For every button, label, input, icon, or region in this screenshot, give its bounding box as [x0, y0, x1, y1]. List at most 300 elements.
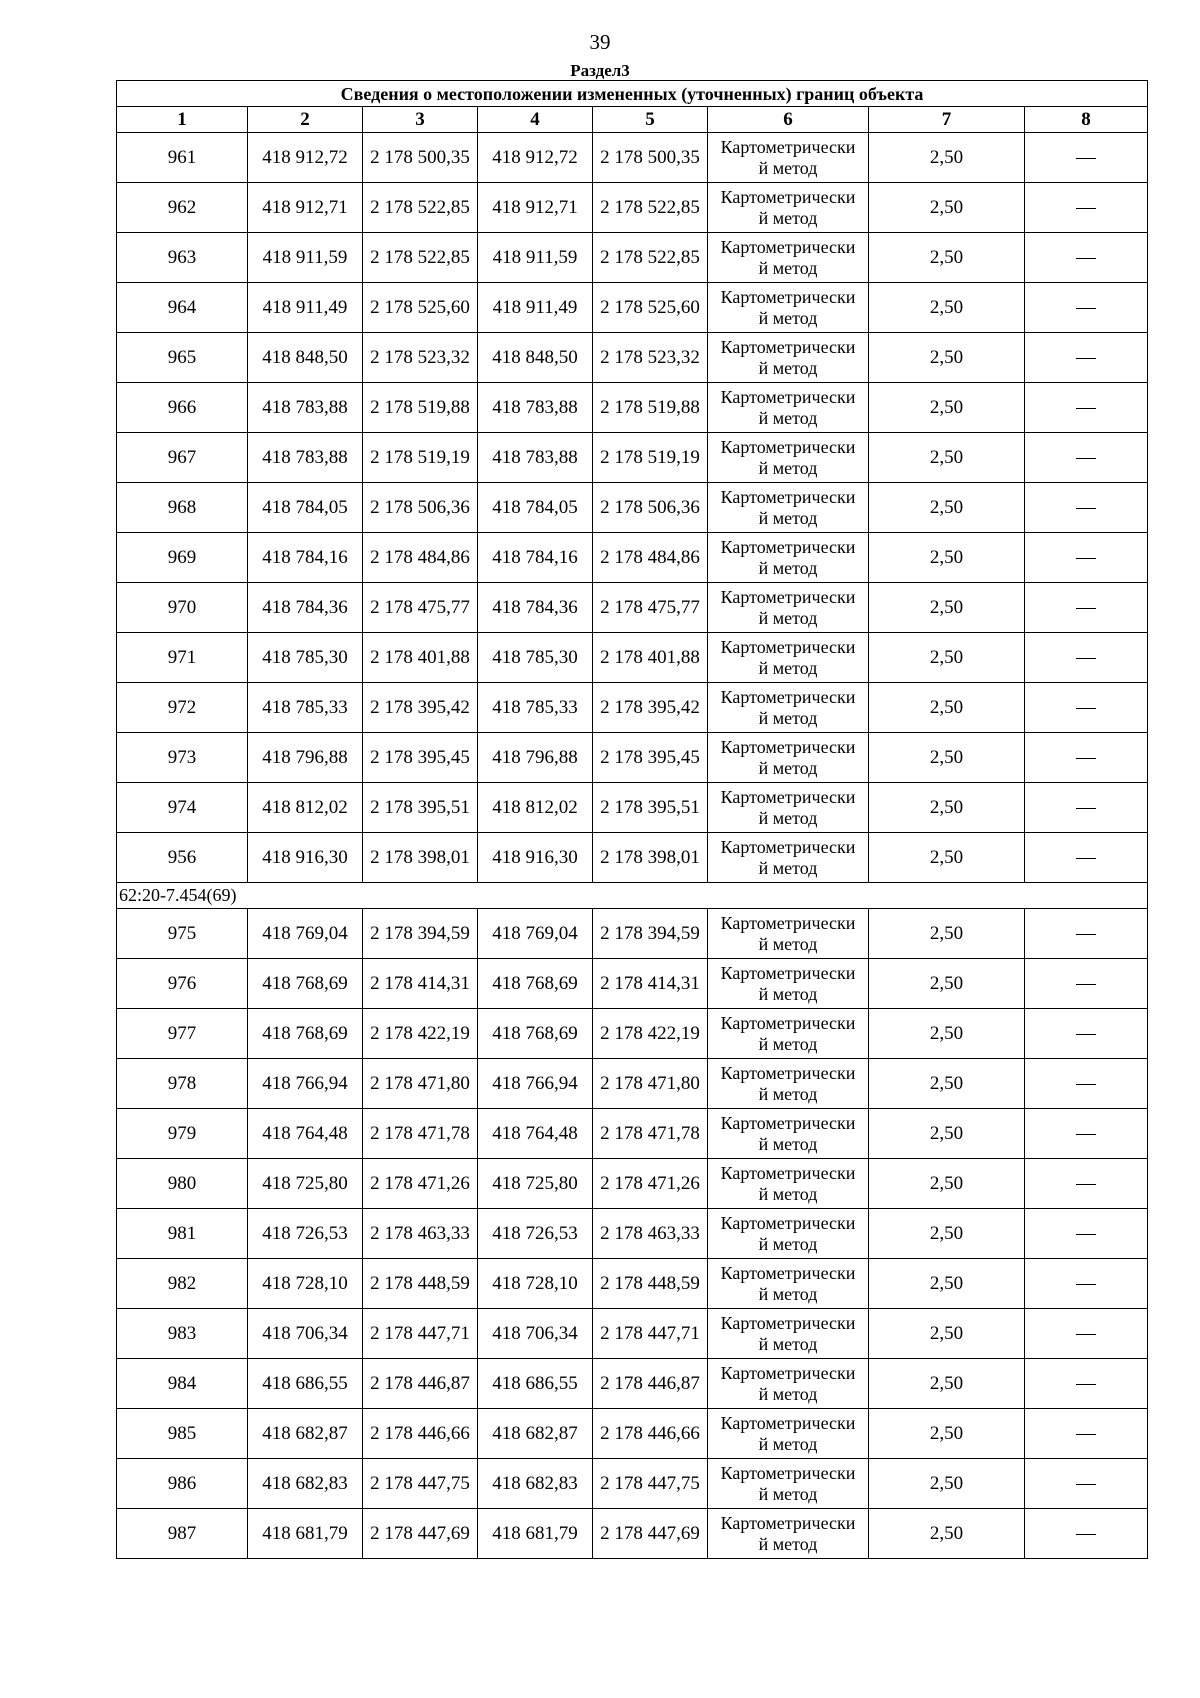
point-number-cell: 976 [117, 959, 248, 1009]
dash-mark [1076, 1434, 1096, 1435]
description-cell [1025, 1009, 1148, 1059]
precision-cell: 2,50 [869, 633, 1025, 683]
method-text-line: Картометрически [720, 1262, 856, 1283]
precision-cell: 2,50 [869, 1109, 1025, 1159]
y-coordinate-cell: 2 178 447,75 [593, 1459, 708, 1509]
dash-mark [1076, 208, 1096, 209]
dash-mark [1076, 708, 1096, 709]
y-coordinate-cell: 2 178 446,87 [593, 1359, 708, 1409]
y-coordinate-cell: 2 178 525,60 [593, 283, 708, 333]
method-text-line: й метод [758, 1333, 818, 1354]
dash-mark [1076, 458, 1096, 459]
x-coordinate-cell: 418 848,50 [248, 333, 363, 383]
dash-mark [1076, 984, 1096, 985]
point-number-cell: 966 [117, 383, 248, 433]
description-cell [1025, 959, 1148, 1009]
dash-mark [1076, 1034, 1096, 1035]
y-coordinate-cell: 2 178 519,19 [363, 433, 478, 483]
x-coordinate-cell: 418 764,48 [248, 1109, 363, 1159]
method-cell [708, 1209, 869, 1259]
table-body-group-a [117, 133, 1148, 883]
method-text-line: Картометрически [720, 1362, 856, 1383]
description-cell [1025, 383, 1148, 433]
y-coordinate-cell: 2 178 522,85 [593, 183, 708, 233]
method-cell [708, 1009, 869, 1059]
dash-mark [1076, 858, 1096, 859]
method-cell [708, 633, 869, 683]
section-label: Раздел3 [570, 61, 630, 80]
method-cell [708, 683, 869, 733]
table-row [117, 1009, 1148, 1059]
description-cell [1025, 1159, 1148, 1209]
method-text-line: й метод [758, 207, 818, 228]
x-coordinate-cell: 418 911,59 [248, 233, 363, 283]
x-coordinate-cell: 418 916,30 [248, 833, 363, 883]
group-subheader-row [117, 883, 1148, 909]
method-text-line: Картометрически [720, 1212, 856, 1233]
method-text-line: й метод [758, 933, 818, 954]
precision-cell: 2,50 [869, 683, 1025, 733]
method-cell [708, 1259, 869, 1309]
x-coordinate-cell: 418 812,02 [248, 783, 363, 833]
y-coordinate-cell: 2 178 471,78 [593, 1109, 708, 1159]
description-cell [1025, 333, 1148, 383]
precision-cell: 2,50 [869, 583, 1025, 633]
point-number-cell: 956 [117, 833, 248, 883]
y-coordinate-cell: 2 178 475,77 [593, 583, 708, 633]
x-coordinate-cell: 418 812,02 [478, 783, 593, 833]
method-text-line: Картометрически [720, 1162, 856, 1183]
x-coordinate-cell: 418 682,87 [248, 1409, 363, 1459]
y-coordinate-cell: 2 178 522,85 [593, 233, 708, 283]
x-coordinate-cell: 418 796,88 [478, 733, 593, 783]
y-coordinate-cell: 2 178 395,51 [363, 783, 478, 833]
y-coordinate-cell: 2 178 448,59 [593, 1259, 708, 1309]
dash-mark [1076, 1234, 1096, 1235]
point-number-cell: 986 [117, 1459, 248, 1509]
x-coordinate-cell: 418 725,80 [248, 1159, 363, 1209]
x-coordinate-cell: 418 784,36 [248, 583, 363, 633]
y-coordinate-cell: 2 178 447,75 [363, 1459, 478, 1509]
x-coordinate-cell: 418 911,49 [248, 283, 363, 333]
column-number: 3 [363, 107, 478, 133]
method-cell [708, 733, 869, 783]
x-coordinate-cell: 418 912,71 [248, 183, 363, 233]
x-coordinate-cell: 418 682,83 [248, 1459, 363, 1509]
column-number: 6 [708, 107, 869, 133]
y-coordinate-cell: 2 178 463,33 [363, 1209, 478, 1259]
x-coordinate-cell: 418 728,10 [248, 1259, 363, 1309]
x-coordinate-cell: 418 848,50 [478, 333, 593, 383]
y-coordinate-cell: 2 178 422,19 [593, 1009, 708, 1059]
point-number-cell: 962 [117, 183, 248, 233]
y-coordinate-cell: 2 178 394,59 [363, 909, 478, 959]
description-cell [1025, 1509, 1148, 1559]
description-cell [1025, 583, 1148, 633]
precision-cell: 2,50 [869, 833, 1025, 883]
x-coordinate-cell: 418 783,88 [248, 433, 363, 483]
method-cell [708, 1159, 869, 1209]
precision-cell: 2,50 [869, 1009, 1025, 1059]
method-text-line: Картометрически [720, 536, 856, 557]
method-text-line: Картометрически [720, 1312, 856, 1333]
description-cell [1025, 233, 1148, 283]
x-coordinate-cell: 418 783,88 [478, 383, 593, 433]
y-coordinate-cell: 2 178 522,85 [363, 233, 478, 283]
precision-cell: 2,50 [869, 1309, 1025, 1359]
y-coordinate-cell: 2 178 519,88 [363, 383, 478, 433]
precision-cell: 2,50 [869, 333, 1025, 383]
method-cell [708, 533, 869, 583]
y-coordinate-cell: 2 178 401,88 [363, 633, 478, 683]
point-number-cell: 968 [117, 483, 248, 533]
x-coordinate-cell: 418 911,49 [478, 283, 593, 333]
method-cell [708, 183, 869, 233]
column-number: 2 [248, 107, 363, 133]
method-text-line: й метод [758, 1283, 818, 1304]
method-text-line: Картометрически [720, 1112, 856, 1133]
precision-cell: 2,50 [869, 959, 1025, 1009]
table-row [117, 383, 1148, 433]
table-row [117, 1259, 1148, 1309]
y-coordinate-cell: 2 178 471,78 [363, 1109, 478, 1159]
method-text-line: й метод [758, 1033, 818, 1054]
x-coordinate-cell: 418 768,69 [478, 959, 593, 1009]
table-row [117, 1109, 1148, 1159]
method-text-line: Картометрически [720, 286, 856, 307]
method-text-line: Картометрически [720, 1512, 856, 1533]
y-coordinate-cell: 2 178 519,19 [593, 433, 708, 483]
y-coordinate-cell: 2 178 448,59 [363, 1259, 478, 1309]
method-cell [708, 283, 869, 333]
method-cell [708, 133, 869, 183]
table-body-group-b [117, 909, 1148, 1559]
x-coordinate-cell: 418 682,83 [478, 1459, 593, 1509]
x-coordinate-cell: 418 768,69 [478, 1009, 593, 1059]
y-coordinate-cell: 2 178 394,59 [593, 909, 708, 959]
method-text-line: й метод [758, 257, 818, 278]
point-number-cell: 978 [117, 1059, 248, 1109]
method-cell [708, 333, 869, 383]
y-coordinate-cell: 2 178 446,66 [363, 1409, 478, 1459]
y-coordinate-cell: 2 178 471,26 [363, 1159, 478, 1209]
point-number-cell: 983 [117, 1309, 248, 1359]
table-subheader-group [117, 883, 1148, 909]
x-coordinate-cell: 418 726,53 [478, 1209, 593, 1259]
x-coordinate-cell: 418 706,34 [478, 1309, 593, 1359]
table-row [117, 433, 1148, 483]
description-cell [1025, 909, 1148, 959]
table-row [117, 583, 1148, 633]
x-coordinate-cell: 418 768,69 [248, 959, 363, 1009]
table-row [117, 633, 1148, 683]
x-coordinate-cell: 418 784,36 [478, 583, 593, 633]
method-text-line: Картометрически [720, 186, 856, 207]
y-coordinate-cell: 2 178 422,19 [363, 1009, 478, 1059]
table-row [117, 1359, 1148, 1409]
precision-cell: 2,50 [869, 1409, 1025, 1459]
method-text-line: й метод [758, 557, 818, 578]
column-number: 7 [869, 107, 1025, 133]
point-number-cell: 973 [117, 733, 248, 783]
description-cell [1025, 733, 1148, 783]
y-coordinate-cell: 2 178 523,32 [593, 333, 708, 383]
point-number-cell: 985 [117, 1409, 248, 1459]
y-coordinate-cell: 2 178 395,42 [593, 683, 708, 733]
table-title: Сведения о местоположении измененных (уточненных) границ объекта [117, 81, 1148, 107]
table-row [117, 1059, 1148, 1109]
dash-mark [1076, 1284, 1096, 1285]
method-cell [708, 1109, 869, 1159]
method-text-line: й метод [758, 807, 818, 828]
method-cell [708, 583, 869, 633]
precision-cell: 2,50 [869, 233, 1025, 283]
x-coordinate-cell: 418 784,05 [248, 483, 363, 533]
table-row [117, 1459, 1148, 1509]
x-coordinate-cell: 418 911,59 [478, 233, 593, 283]
x-coordinate-cell: 418 784,16 [478, 533, 593, 583]
method-text-line: Картометрически [720, 686, 856, 707]
method-text-line: Картометрически [720, 386, 856, 407]
y-coordinate-cell: 2 178 398,01 [363, 833, 478, 883]
method-text-line: й метод [758, 983, 818, 1004]
method-text-line: Картометрически [720, 586, 856, 607]
x-coordinate-cell: 418 796,88 [248, 733, 363, 783]
point-number-cell: 961 [117, 133, 248, 183]
method-cell [708, 1359, 869, 1409]
dash-mark [1076, 508, 1096, 509]
y-coordinate-cell: 2 178 447,71 [593, 1309, 708, 1359]
description-cell [1025, 1359, 1148, 1409]
method-cell [708, 783, 869, 833]
x-coordinate-cell: 418 916,30 [478, 833, 593, 883]
description-cell [1025, 1309, 1148, 1359]
method-text-line: й метод [758, 607, 818, 628]
method-text-line: Картометрически [720, 1412, 856, 1433]
method-text-line: Картометрически [720, 336, 856, 357]
precision-cell: 2,50 [869, 1259, 1025, 1309]
precision-cell: 2,50 [869, 733, 1025, 783]
column-number-row [117, 107, 1148, 133]
dash-mark [1076, 758, 1096, 759]
dash-mark [1076, 1134, 1096, 1135]
precision-cell: 2,50 [869, 183, 1025, 233]
method-text-line: й метод [758, 757, 818, 778]
dash-mark [1076, 1384, 1096, 1385]
x-coordinate-cell: 418 725,80 [478, 1159, 593, 1209]
method-cell [708, 1059, 869, 1109]
point-number-cell: 987 [117, 1509, 248, 1559]
x-coordinate-cell: 418 766,94 [478, 1059, 593, 1109]
point-number-cell: 982 [117, 1259, 248, 1309]
point-number-cell: 974 [117, 783, 248, 833]
y-coordinate-cell: 2 178 484,86 [593, 533, 708, 583]
description-cell [1025, 833, 1148, 883]
cadastral-number-label: 62:20-7.454(69) [117, 883, 1148, 909]
point-number-cell: 964 [117, 283, 248, 333]
point-number-cell: 965 [117, 333, 248, 383]
method-text-line: Картометрически [720, 236, 856, 257]
x-coordinate-cell: 418 768,69 [248, 1009, 363, 1059]
y-coordinate-cell: 2 178 395,45 [363, 733, 478, 783]
x-coordinate-cell: 418 766,94 [248, 1059, 363, 1109]
column-number: 1 [117, 107, 248, 133]
y-coordinate-cell: 2 178 506,36 [593, 483, 708, 533]
method-cell [708, 1309, 869, 1359]
y-coordinate-cell: 2 178 446,66 [593, 1409, 708, 1459]
x-coordinate-cell: 418 764,48 [478, 1109, 593, 1159]
column-number: 5 [593, 107, 708, 133]
table-row [117, 1209, 1148, 1259]
method-text-line: й метод [758, 1233, 818, 1254]
y-coordinate-cell: 2 178 401,88 [593, 633, 708, 683]
method-text-line: Картометрически [720, 736, 856, 757]
y-coordinate-cell: 2 178 506,36 [363, 483, 478, 533]
method-text-line: й метод [758, 1383, 818, 1404]
y-coordinate-cell: 2 178 522,85 [363, 183, 478, 233]
x-coordinate-cell: 418 686,55 [248, 1359, 363, 1409]
x-coordinate-cell: 418 912,72 [478, 133, 593, 183]
x-coordinate-cell: 418 726,53 [248, 1209, 363, 1259]
method-text-line: Картометрически [720, 1062, 856, 1083]
description-cell [1025, 1409, 1148, 1459]
method-text-line: й метод [758, 407, 818, 428]
column-number: 8 [1025, 107, 1148, 133]
method-text-line: й метод [758, 1183, 818, 1204]
method-text-line: й метод [758, 857, 818, 878]
page-number: 39 [589, 30, 611, 54]
dash-mark [1076, 934, 1096, 935]
method-text-line: Картометрически [720, 1012, 856, 1033]
y-coordinate-cell: 2 178 447,69 [363, 1509, 478, 1559]
dash-mark [1076, 1534, 1096, 1535]
description-cell [1025, 1059, 1148, 1109]
y-coordinate-cell: 2 178 463,33 [593, 1209, 708, 1259]
y-coordinate-cell: 2 178 523,32 [363, 333, 478, 383]
x-coordinate-cell: 418 784,16 [248, 533, 363, 583]
description-cell [1025, 283, 1148, 333]
y-coordinate-cell: 2 178 484,86 [363, 533, 478, 583]
table-row [117, 133, 1148, 183]
table-row [117, 833, 1148, 883]
table-row [117, 909, 1148, 959]
table-row [117, 483, 1148, 533]
y-coordinate-cell: 2 178 398,01 [593, 833, 708, 883]
method-text-line: Картометрически [720, 636, 856, 657]
method-text-line: й метод [758, 357, 818, 378]
method-text-line: Картометрически [720, 786, 856, 807]
method-cell [708, 483, 869, 533]
y-coordinate-cell: 2 178 447,69 [593, 1509, 708, 1559]
method-text-line: Картометрически [720, 486, 856, 507]
method-cell [708, 833, 869, 883]
point-number-cell: 967 [117, 433, 248, 483]
x-coordinate-cell: 418 681,79 [478, 1509, 593, 1559]
description-cell [1025, 1459, 1148, 1509]
point-number-cell: 984 [117, 1359, 248, 1409]
method-text-line: й метод [758, 1483, 818, 1504]
y-coordinate-cell: 2 178 475,77 [363, 583, 478, 633]
method-text-line: Картометрически [720, 436, 856, 457]
table-row [117, 533, 1148, 583]
precision-cell: 2,50 [869, 783, 1025, 833]
x-coordinate-cell: 418 783,88 [478, 433, 593, 483]
method-text-line: Картометрически [720, 1462, 856, 1483]
method-text-line: й метод [758, 1083, 818, 1104]
precision-cell: 2,50 [869, 533, 1025, 583]
x-coordinate-cell: 418 785,33 [248, 683, 363, 733]
method-cell [708, 383, 869, 433]
y-coordinate-cell: 2 178 471,80 [593, 1059, 708, 1109]
column-number: 4 [478, 107, 593, 133]
point-number-cell: 979 [117, 1109, 248, 1159]
method-text-line: й метод [758, 707, 818, 728]
x-coordinate-cell: 418 706,34 [248, 1309, 363, 1359]
description-cell [1025, 783, 1148, 833]
table-title-row [117, 81, 1148, 107]
precision-cell: 2,50 [869, 1159, 1025, 1209]
method-text-line: й метод [758, 1133, 818, 1154]
x-coordinate-cell: 418 783,88 [248, 383, 363, 433]
method-text-line: й метод [758, 1533, 818, 1554]
precision-cell: 2,50 [869, 909, 1025, 959]
point-number-cell: 980 [117, 1159, 248, 1209]
y-coordinate-cell: 2 178 447,71 [363, 1309, 478, 1359]
dash-mark [1076, 258, 1096, 259]
description-cell [1025, 183, 1148, 233]
method-text-line: Картометрически [720, 962, 856, 983]
point-number-cell: 981 [117, 1209, 248, 1259]
point-number-cell: 969 [117, 533, 248, 583]
method-text-line: й метод [758, 457, 818, 478]
method-cell [708, 909, 869, 959]
table-row [117, 1509, 1148, 1559]
method-text-line: й метод [758, 507, 818, 528]
method-text-line: й метод [758, 1433, 818, 1454]
description-cell [1025, 633, 1148, 683]
method-text-line: Картометрически [720, 836, 856, 857]
dash-mark [1076, 1334, 1096, 1335]
y-coordinate-cell: 2 178 414,31 [363, 959, 478, 1009]
description-cell [1025, 1109, 1148, 1159]
description-cell [1025, 1209, 1148, 1259]
table-row [117, 1159, 1148, 1209]
dash-mark [1076, 408, 1096, 409]
table-row [117, 233, 1148, 283]
y-coordinate-cell: 2 178 500,35 [363, 133, 478, 183]
method-cell [708, 1459, 869, 1509]
dash-mark [1076, 1184, 1096, 1185]
precision-cell: 2,50 [869, 433, 1025, 483]
precision-cell: 2,50 [869, 483, 1025, 533]
x-coordinate-cell: 418 769,04 [478, 909, 593, 959]
table-row [117, 783, 1148, 833]
x-coordinate-cell: 418 785,30 [248, 633, 363, 683]
dash-mark [1076, 608, 1096, 609]
y-coordinate-cell: 2 178 525,60 [363, 283, 478, 333]
x-coordinate-cell: 418 769,04 [248, 909, 363, 959]
precision-cell: 2,50 [869, 1359, 1025, 1409]
method-text-line: Картометрически [720, 912, 856, 933]
description-cell [1025, 133, 1148, 183]
table-row [117, 183, 1148, 233]
point-number-cell: 977 [117, 1009, 248, 1059]
method-text-line: Картометрически [720, 136, 856, 157]
boundary-table [116, 80, 1148, 1559]
y-coordinate-cell: 2 178 446,87 [363, 1359, 478, 1409]
dash-mark [1076, 158, 1096, 159]
precision-cell: 2,50 [869, 1209, 1025, 1259]
